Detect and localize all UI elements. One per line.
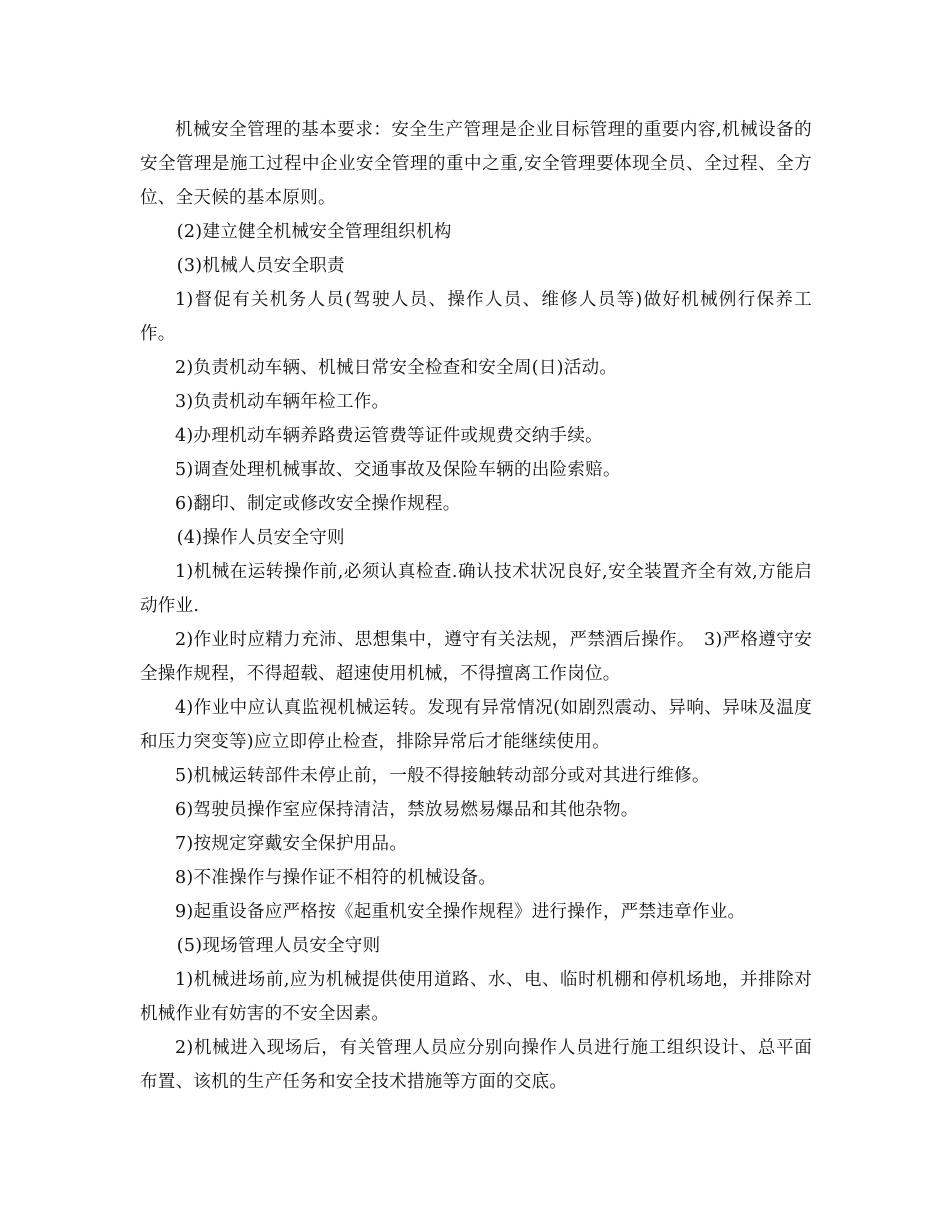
list-item-manager-1: 1)机械进场前,应为机械提供使用道路、水、电、临时机棚和停机场地，并排除对机械作业有妨害的不安全因素。 [140,970,812,1024]
list-item-operator-6: 6)驾驶员操作室应保持清洁，禁放易燃易爆品和其他杂物。 [175,800,639,820]
section-heading-machinery-staff-duties: (3)机械人员安全职责 [176,256,345,276]
section-heading-operator-rules: (4)操作人员安全守则 [176,528,345,548]
list-item-duty-4: 4)办理机动车辆养路费运管费等证件或规费交纳手续。 [175,426,603,446]
list-item-duty-6: 6)翻印、制定或修改安全操作规程。 [175,494,461,514]
document-body [140,113,812,1099]
list-item-operator-2-3: 2)作业时应精力充沛、思想集中，遵守有关法规，严禁酒后操作。 3)严格遵守安全操作规程，不得超载、超速使用机械，不得擅离工作岗位。 [140,630,812,684]
list-item-operator-1: 1)机械在运转操作前,必须认真检查.确认技术状况良好,安全装置齐全有效,方能启动作业. [140,562,812,616]
list-item-manager-2: 2)机械进入现场后，有关管理人员应分别向操作人员进行施工组织设计、总平面布置、该机的生产任务和安全技术措施等方面的交底。 [140,1038,812,1092]
list-item-operator-8: 8)不准操作与操作证不相符的机械设备。 [175,868,497,888]
list-item-operator-4: 4)作业中应认真监视机械运转。发现有异常情况(如剧烈震动、异响、异味及温度和压力突变等)应立即停止检查，排除异常后才能继续使用。 [140,698,812,752]
section-heading-site-manager-rules: (5)现场管理人员安全守则 [176,936,381,956]
section-heading-organization: (2)建立健全机械安全管理组织机构 [176,222,452,242]
list-item-operator-5: 5)机械运转部件未停止前，一般不得接触转动部分或对其进行维修。 [175,766,710,786]
list-item-operator-9: 9)起重设备应严格按《起重机安全操作规程》进行操作，严禁违章作业。 [175,902,746,922]
list-item-duty-2: 2)负责机动车辆、机械日常安全检查和安全周(日)活动。 [175,358,618,378]
list-item-duty-1: 1)督促有关机务人员(驾驶人员、操作人员、维修人员等)做好机械例行保养工作。 [140,290,812,344]
paragraph-basic-requirements: 机械安全管理的基本要求：安全生产管理是企业目标管理的重要内容,机械设备的安全管理是施工过程中企业安全管理的重中之重,安全管理要体现全员、全过程、全方位、全天候的基本原则。 [140,120,812,208]
list-item-operator-7: 7)按规定穿戴安全保护用品。 [175,834,408,854]
list-item-duty-5: 5)调查处理机械事故、交通事故及保险车辆的出险索赔。 [175,460,621,480]
list-item-duty-3: 3)负责机动车辆年检工作。 [175,392,390,412]
